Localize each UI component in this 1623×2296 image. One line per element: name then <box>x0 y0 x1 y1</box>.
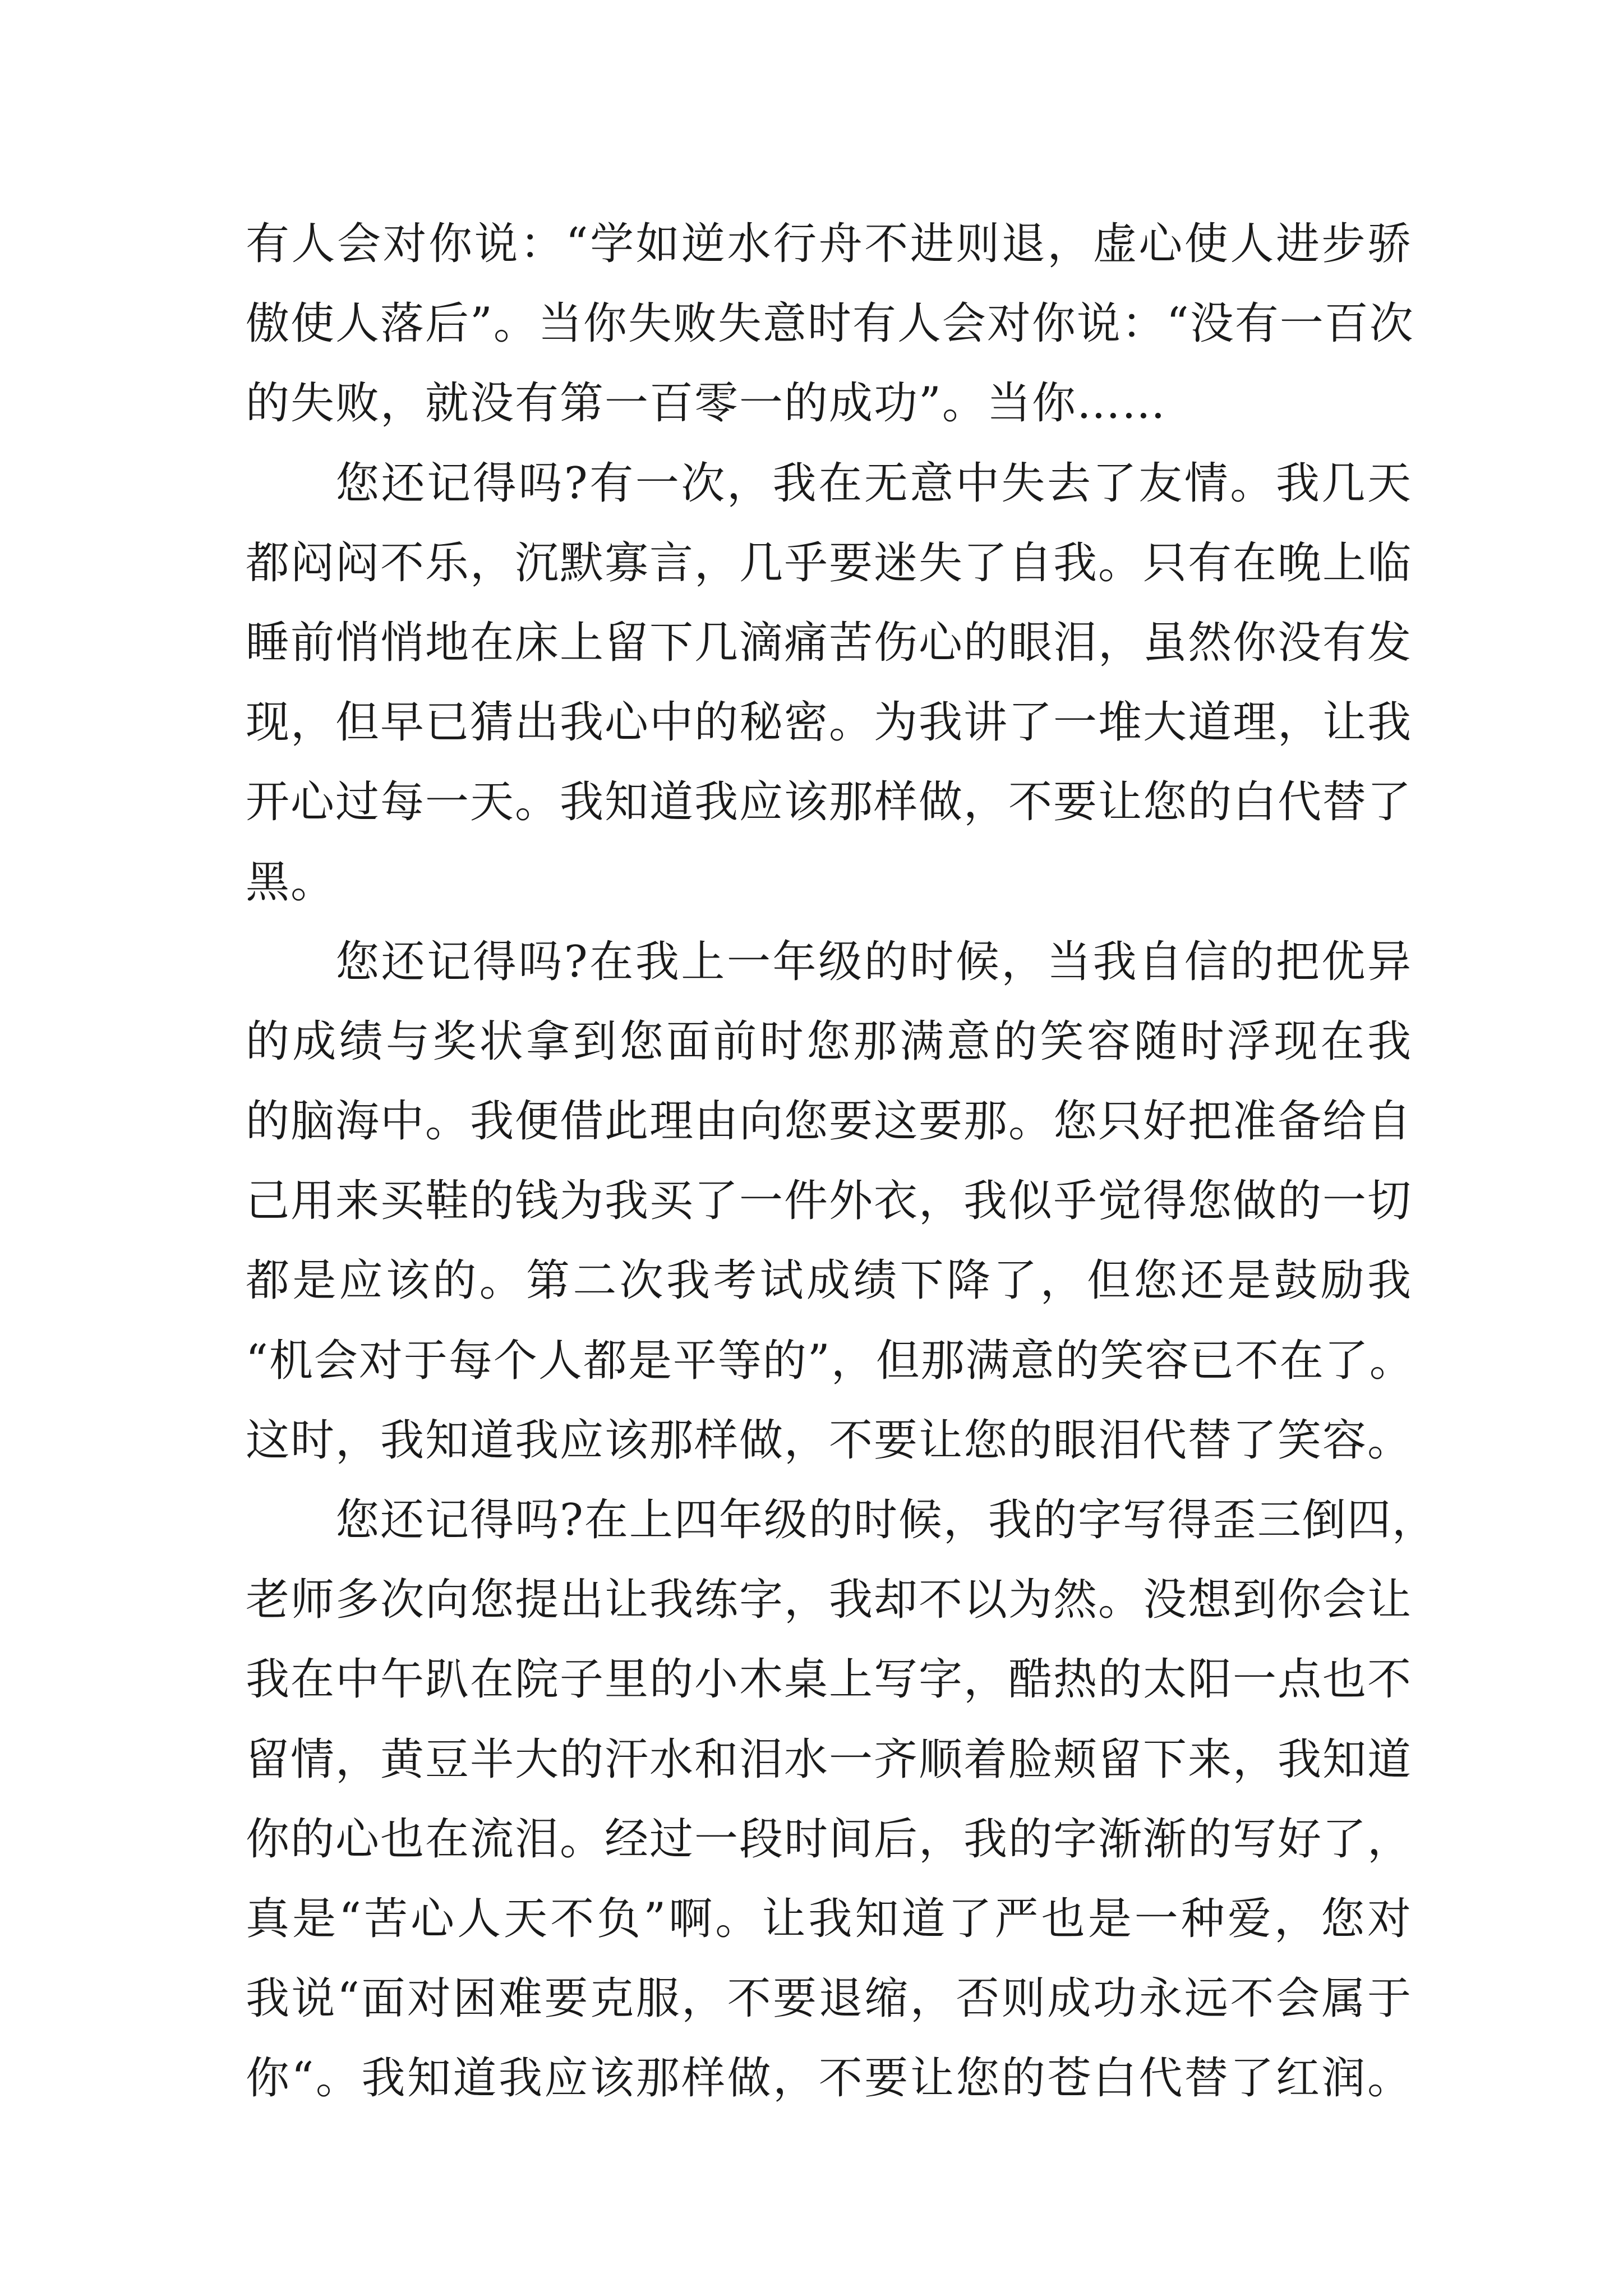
text-line: 黑。 <box>246 857 336 908</box>
text-line: 你“。我知道我应该那样做，不要让您的苍白代替了红润。 <box>246 2053 1412 2104</box>
paragraph-first-line: 您还记得吗?有一次，我在无意中失去了友情。我几天 <box>335 458 1412 509</box>
text-line: 开心过每一天。我知道我应该那样做，不要让您的白代替了 <box>246 777 1413 828</box>
text-line: 我说“面对困难要克服，不要退缩，否则成功永远不会属于 <box>246 1973 1412 2024</box>
text-line: 都闷闷不乐，沉默寡言，几乎要迷失了自我。只有在晚上临 <box>246 537 1413 588</box>
text-line: 这时，我知道我应该那样做，不要让您的眼泪代替了笑容。 <box>246 1415 1413 1466</box>
text-line: 的脑海中。我便借此理由向您要这要那。您只好把准备给自 <box>246 1096 1413 1147</box>
text-line: 我在中午趴在院子里的小木桌上写字，酷热的太阳一点也不 <box>246 1654 1413 1705</box>
text-line: 现，但早已猜出我心中的秘密。为我讲了一堆大道理，让我 <box>246 697 1413 748</box>
text-line: 的成绩与奖状拿到您面前时您那满意的笑容随时浮现在我 <box>246 1016 1412 1067</box>
text-line: 你的心也在流泪。经过一段时间后，我的字渐渐的写好了， <box>246 1814 1413 1865</box>
text-line: “机会对于每个人都是平等的”，但那满意的笑容已不在了。 <box>246 1335 1414 1386</box>
text-line: 睡前悄悄地在床上留下几滴痛苦伤心的眼泪，虽然你没有发 <box>246 617 1413 668</box>
text-line: 的失败，就没有第一百零一的成功”。当你…… <box>246 378 1166 429</box>
text-line: 有人会对你说：“学如逆水行舟不进则退，虚心使人进步骄 <box>246 219 1412 269</box>
paragraph-first-line: 您还记得吗?在上四年级的时候，我的字写得歪三倒四， <box>335 1495 1437 1545</box>
text-line: 留情，黄豆半大的汗水和泪水一齐顺着脸颊留下来，我知道 <box>246 1734 1413 1785</box>
text-line: 都是应该的。第二次我考试成绩下降了，但您还是鼓励我 <box>246 1255 1412 1306</box>
body-text <box>246 204 1437 2119</box>
paragraph-first-line: 您还记得吗?在我上一年级的时候，当我自信的把优异 <box>335 936 1412 987</box>
text-line: 傲使人落后”。当你失败失意时有人会对你说：“没有一百次 <box>246 298 1414 349</box>
text-line: 己用来买鞋的钱为我买了一件外衣，我似乎觉得您做的一切 <box>246 1176 1413 1227</box>
text-line: 真是“苦心人天不负”啊。让我知道了严也是一种爱，您对 <box>246 1893 1412 1944</box>
text-line: 老师多次向您提出让我练字，我却不以为然。没想到你会让 <box>246 1575 1413 1626</box>
